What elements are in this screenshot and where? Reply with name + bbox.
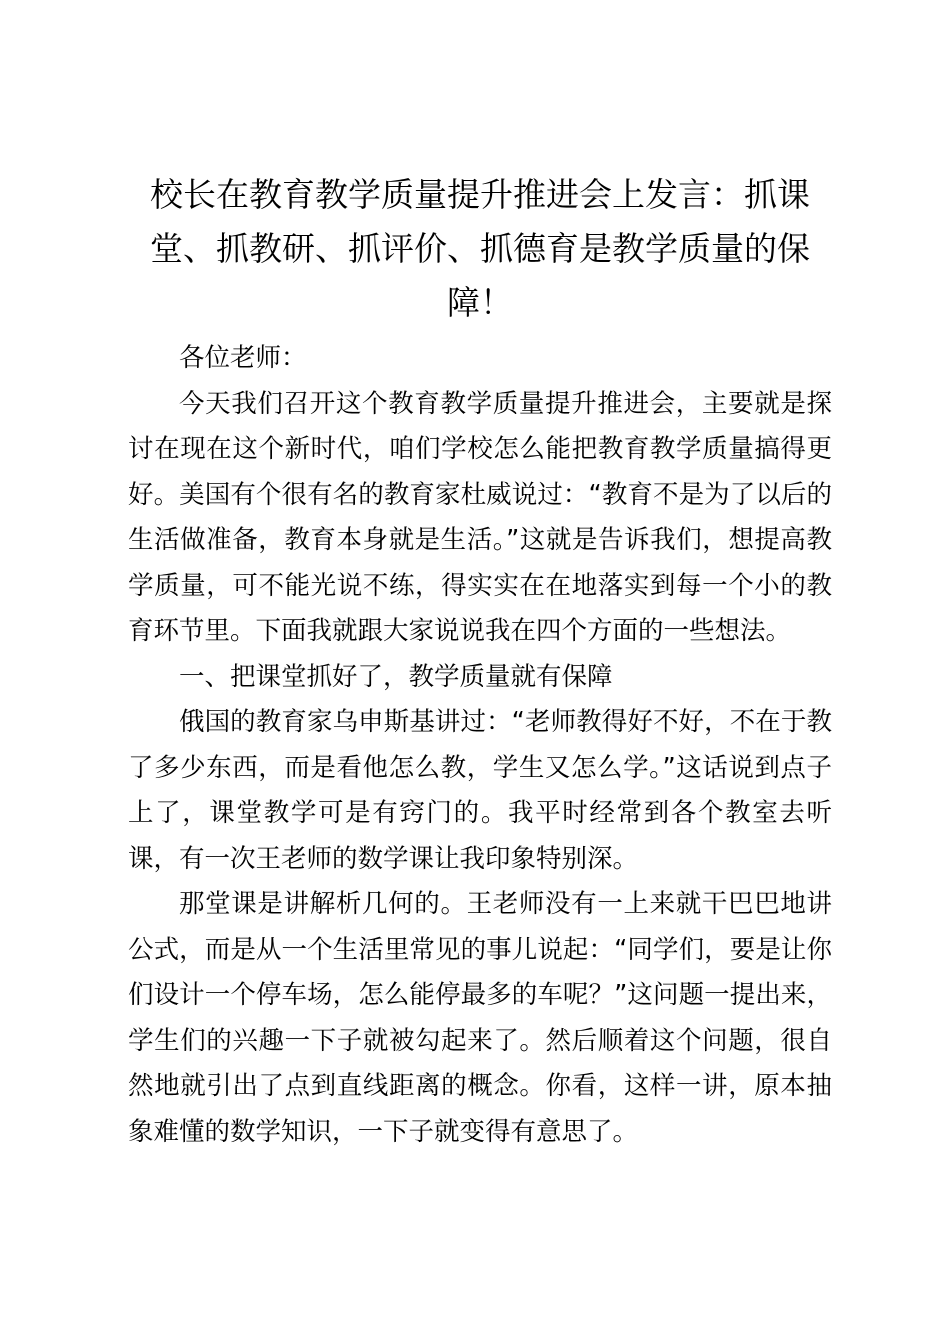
section-paragraph: 那堂课是讲解析几何的。王老师没有一上来就干巴巴地讲公式，而是从一个生活里常见的事儿说起：“同学们，要是让你们设计一个停车场，怎么能停最多的车呢？”这问题一提出来，学生们的兴趣一下子就被勾起来了。然后顺着这个问题，很自然地就引出了点到直线距离的概念。你看，这样一讲，原本抽象难懂的数学知识，一下子就变得有意思了。 <box>128 889 832 1147</box>
document-body <box>128 336 832 1155</box>
section-paragraph: 俄国的教育家乌申斯基讲过：“老师教得好不好，不在于教了多少东西，而是看他怎么教，学生又怎么学。”这话说到点子上了，课堂教学可是有窍门的。我平时经常到各个教室去听课，有一次王老师的数学课让我印象特别深。 <box>128 707 832 874</box>
salutation: 各位老师： <box>179 343 307 373</box>
document-page <box>128 168 832 1155</box>
section-heading: 一、把课堂抓好了，教学质量就有保障 <box>179 661 613 692</box>
document-title: 校长在教育教学质量提升推进会上发言：抓课堂、抓教研、抓评价、抓德育是教学质量的保障！ <box>150 175 810 322</box>
intro-paragraph: 今天我们召开这个教育教学质量提升推进会，主要就是探讨在现在这个新时代，咱们学校怎么能把教育教学质量搞得更好。美国有个很有名的教育家杜威说过：“教育不是为了以后的生活做准备，教育本身就是生活。”这就是告诉我们，想提高教学质量，可不能光说不练，得实实在在地落实到每一个小的教育环节里。下面我就跟大家说说我在四个方面的一些想法。 <box>128 388 832 646</box>
